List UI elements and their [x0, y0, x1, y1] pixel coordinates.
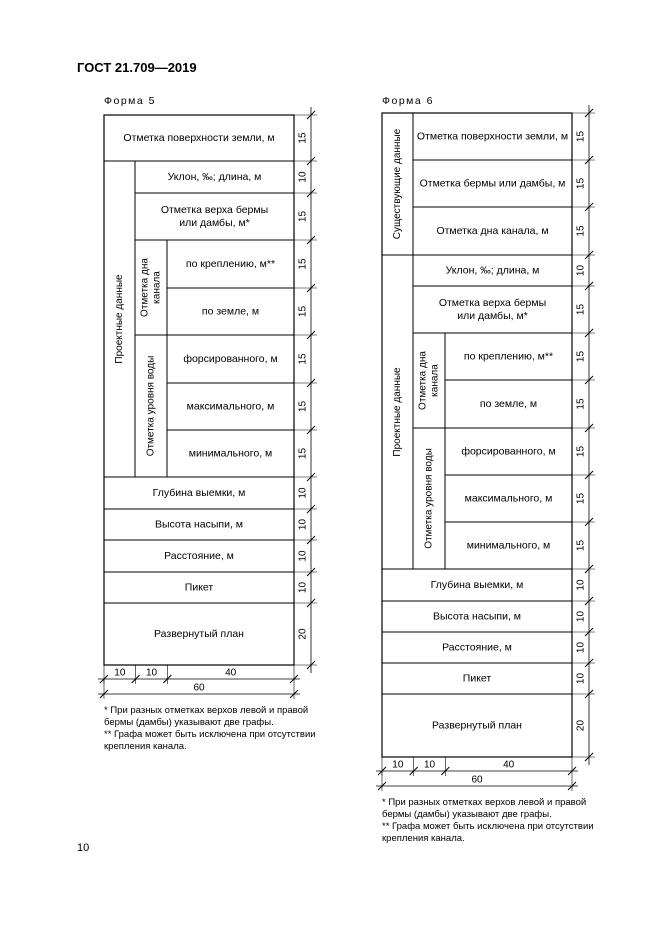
form6-row-height-value: 15 [575, 130, 587, 143]
form5-group-label: Отметка уровня воды [145, 355, 157, 457]
form5-row-height-value: 10 [297, 171, 309, 183]
form6-group-label: Проектные данные [392, 367, 404, 457]
form6-row-height-value: 15 [575, 303, 587, 316]
form5-row-height-value: 10 [297, 581, 309, 594]
form5-row-label: Развернутый план [154, 627, 244, 640]
form6-row-height-value: 20 [575, 719, 587, 732]
form6-row-label: Глубина выемки, м [430, 578, 524, 591]
form5-row-height-value: 10 [297, 487, 309, 499]
form5-row-label: максимального, м [186, 400, 275, 413]
form5-row-label: по земле, м [201, 305, 260, 318]
form5-group-label: Проектные данные [114, 274, 126, 364]
form5-row-label: Глубина выемки, м [152, 486, 246, 499]
form6-row-height-value: 10 [575, 641, 587, 654]
form6-row-label: Отметка поверхности земли, м [416, 130, 569, 143]
form5-note-line: * При разных отметках верхов левой и правой [104, 705, 309, 716]
form6-row-height-value: 15 [575, 445, 587, 458]
form6-row-height-value: 15 [575, 177, 587, 190]
form5-group-label: канала [151, 271, 163, 304]
form5-dim-value: 10 [114, 667, 126, 679]
form5-row-label: Отметка поверхности земли, м [123, 131, 275, 144]
form6-row-height-value: 10 [575, 579, 587, 591]
form6-dim-value: 40 [503, 759, 515, 771]
form6-row-label: максимального, м [464, 492, 553, 505]
form5-label: Форма 5 [104, 95, 156, 107]
form6-row-label: Отметка бермы или дамбы, м [419, 177, 566, 190]
form5-row-height-value: 15 [297, 210, 309, 223]
form6-note-line: крепления канала. [382, 833, 465, 844]
form6-row-height-value: 15 [575, 350, 587, 363]
form6-row-label: Высота насыпи, м [432, 610, 522, 623]
form5-dim-value: 40 [225, 667, 237, 679]
form6-row-label: Пикет [462, 672, 492, 685]
form5-dim-value: 60 [193, 682, 205, 694]
form5-row-label: по креплению, м** [185, 257, 276, 270]
form6-row-label: или дамбы, м* [457, 309, 528, 322]
form6-row-label: Уклон, ‰; длина, м [445, 264, 540, 277]
form5-row-height-value: 15 [297, 258, 309, 270]
form6-note-line: * При разных отметках верхов левой и правой [382, 797, 587, 808]
form6-dim-value: 10 [392, 759, 404, 771]
form5-row-height-value: 20 [297, 628, 309, 640]
form6-row-height-value: 15 [575, 539, 587, 552]
form6-dim-value: 10 [423, 759, 436, 771]
form6-group-label: канала [429, 364, 441, 397]
form5-row-label: форсированного, м [183, 352, 278, 365]
form6-dim-value: 60 [471, 774, 483, 786]
form6-row-label: по земле, м [479, 397, 538, 410]
form6-row-label: Развернутый план [432, 719, 522, 732]
form6-row-label: минимального, м [466, 539, 551, 552]
form5-note-line: бермы (дамбы) указывают две графы. [104, 717, 274, 728]
form6-row-label: форсированного, м [461, 445, 556, 458]
form6-row-label: Отметка дна канала, м [436, 224, 549, 237]
form6-row-label: Отметка верха бермы [438, 296, 547, 309]
form5-notes [104, 705, 316, 753]
form5-note-line: ** Графа может быть исключена при отсутствии [104, 729, 316, 740]
form6-note-line: бермы (дамбы) указывают две графы. [382, 809, 552, 820]
form6-row-height-value: 10 [575, 264, 587, 277]
form5-row-height-value: 10 [297, 518, 309, 531]
form6-note-line: ** Графа может быть исключена при отсутствии [382, 821, 594, 832]
form5-row-height-value: 15 [297, 305, 309, 318]
form5-row-height-value: 15 [297, 132, 309, 144]
form6-row-height-value: 15 [575, 398, 587, 410]
form5-row-height-value: 10 [297, 550, 309, 562]
form6-row-label: Расстояние, м [442, 641, 512, 654]
form6-row-height-value: 10 [575, 672, 587, 685]
form5-row-height-value: 15 [297, 447, 309, 460]
form6-notes [382, 797, 594, 845]
form5-group-label: Отметка дна [139, 258, 151, 317]
form5-dim-value: 10 [145, 667, 158, 679]
form5-row-label: Высота насыпи, м [154, 518, 244, 531]
form5-row-label: или дамбы, м* [179, 216, 250, 229]
form6-table [376, 105, 595, 791]
form6-outline [382, 113, 572, 757]
form6-row-label: по креплению, м** [463, 350, 554, 363]
form5-table [98, 107, 317, 699]
form6-group-label: Отметка дна [417, 351, 429, 410]
form5-note-line: крепления канала. [104, 741, 187, 752]
form5-row-label: Уклон, ‰; длина, м [167, 170, 262, 183]
form5-row-label: Пикет [184, 581, 214, 594]
page-number: 10 [77, 842, 90, 854]
form5-row-height-value: 15 [297, 353, 309, 365]
form6-label: Форма 6 [382, 95, 434, 107]
form5-row-height-value: 15 [297, 400, 309, 413]
form5-row-label: Расстояние, м [164, 549, 234, 562]
form6-row-height-value: 10 [575, 610, 587, 623]
form6-group-label: Существующие данные [392, 128, 404, 240]
form6-row-height-value: 15 [575, 492, 587, 505]
form5-row-label: Отметка верха бермы [160, 203, 269, 216]
form6-row-height-value: 15 [575, 225, 587, 237]
form6-group-label: Отметка уровня воды [423, 448, 435, 549]
document-header: ГОСТ 21.709—2019 [77, 60, 197, 75]
form5-row-label: минимального, м [188, 447, 273, 460]
